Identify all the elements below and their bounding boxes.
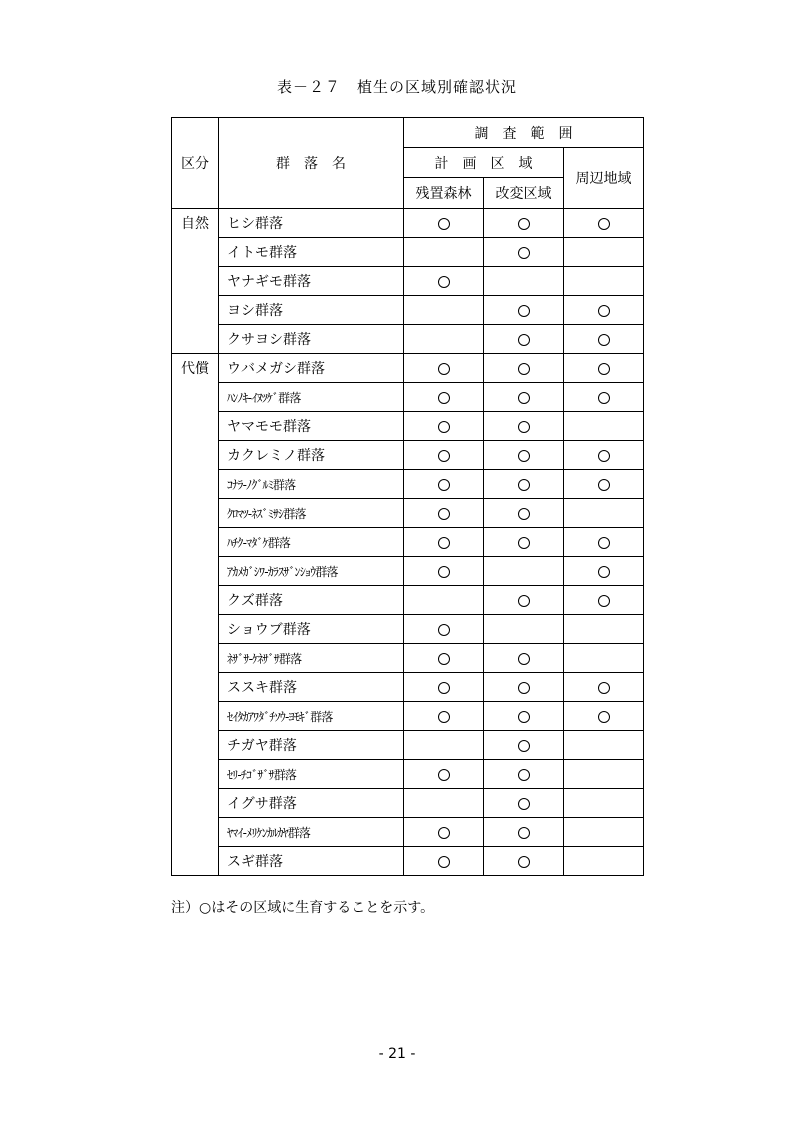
mark-cell-remaining-forest — [404, 209, 484, 238]
category-cell — [172, 267, 219, 296]
community-name: ｺﾅﾗ-ﾉｸﾞﾙﾐ群落 — [219, 470, 404, 499]
mark-cell-surrounding-area — [564, 818, 644, 847]
mark-cell-remaining-forest — [404, 267, 484, 296]
occurrence-circle-icon — [598, 595, 610, 607]
mark-cell-altered-area — [484, 789, 564, 818]
occurrence-circle-icon — [518, 827, 530, 839]
category-cell — [172, 499, 219, 528]
table-row — [172, 296, 644, 325]
occurrence-circle-icon — [518, 856, 530, 868]
table-title: 表－２７ 植生の区域別確認状況 — [276, 78, 517, 96]
mark-cell-remaining-forest — [404, 615, 484, 644]
community-name: ｱｶﾒｶﾞｼﾜ-ｶﾗｽｻﾞﾝｼｮｳ群落 — [219, 557, 404, 586]
occurrence-circle-icon — [438, 508, 450, 520]
header-community-name: 群 落 名 — [219, 118, 404, 209]
occurrence-circle-icon — [518, 508, 530, 520]
mark-cell-altered-area — [484, 267, 564, 296]
occurrence-circle-icon — [598, 450, 610, 462]
occurrence-circle-icon — [438, 537, 450, 549]
occurrence-circle-icon — [438, 276, 450, 288]
mark-cell-remaining-forest — [404, 847, 484, 876]
community-name: ﾔﾏｲ-ﾒﾘｹﾝｶﾙｶﾔ群落 — [219, 818, 404, 847]
mark-cell-remaining-forest — [404, 296, 484, 325]
mark-cell-surrounding-area — [564, 847, 644, 876]
mark-cell-altered-area — [484, 296, 564, 325]
table-row — [172, 412, 644, 441]
category-cell — [172, 470, 219, 499]
occurrence-circle-icon — [598, 392, 610, 404]
mark-cell-surrounding-area — [564, 383, 644, 412]
category-cell — [172, 383, 219, 412]
community-name: ﾊﾁｸ-ﾏﾀﾞｹ群落 — [219, 528, 404, 557]
table-row — [172, 760, 644, 789]
table-row — [172, 615, 644, 644]
mark-cell-remaining-forest — [404, 731, 484, 760]
occurrence-circle-icon — [598, 305, 610, 317]
occurrence-circle-icon — [518, 682, 530, 694]
category-cell — [172, 731, 219, 760]
mark-cell-altered-area — [484, 441, 564, 470]
occurrence-circle-icon — [438, 711, 450, 723]
community-name: ｸﾛﾏﾂ-ﾈｽﾞﾐｻｼ群落 — [219, 499, 404, 528]
table-row — [172, 731, 644, 760]
mark-cell-remaining-forest — [404, 818, 484, 847]
mark-cell-remaining-forest — [404, 702, 484, 731]
occurrence-circle-icon — [518, 334, 530, 346]
table-row — [172, 818, 644, 847]
occurrence-circle-icon — [518, 711, 530, 723]
category-cell — [172, 818, 219, 847]
header-altered-area: 改変区域 — [484, 178, 564, 209]
occurrence-circle-icon — [438, 827, 450, 839]
table-row — [172, 383, 644, 412]
occurrence-circle-icon — [518, 537, 530, 549]
mark-cell-altered-area — [484, 499, 564, 528]
category-cell — [172, 615, 219, 644]
community-name: ヤマモモ群落 — [219, 412, 404, 441]
community-name: ｾｲﾀｶｱﾜﾀﾞﾁｿｳ-ﾖﾓｷﾞ群落 — [219, 702, 404, 731]
mark-cell-remaining-forest — [404, 760, 484, 789]
mark-cell-surrounding-area — [564, 586, 644, 615]
table-row — [172, 441, 644, 470]
community-name: カクレミノ群落 — [219, 441, 404, 470]
mark-cell-remaining-forest — [404, 325, 484, 354]
mark-cell-remaining-forest — [404, 586, 484, 615]
mark-cell-remaining-forest — [404, 528, 484, 557]
table-row — [172, 267, 644, 296]
mark-cell-surrounding-area — [564, 209, 644, 238]
category-cell — [172, 789, 219, 818]
mark-cell-remaining-forest — [404, 412, 484, 441]
mark-cell-surrounding-area — [564, 615, 644, 644]
category-cell — [172, 441, 219, 470]
vegetation-table — [171, 117, 644, 876]
page-number: - 21 - — [378, 1046, 416, 1062]
occurrence-circle-icon — [438, 450, 450, 462]
table-row — [172, 586, 644, 615]
mark-cell-altered-area — [484, 615, 564, 644]
occurrence-circle-icon — [438, 769, 450, 781]
mark-cell-altered-area — [484, 644, 564, 673]
category-cell: 自然 — [172, 209, 219, 238]
occurrence-circle-icon — [518, 740, 530, 752]
category-cell — [172, 644, 219, 673]
occurrence-circle-icon — [438, 566, 450, 578]
category-cell — [172, 412, 219, 441]
table-row — [172, 702, 644, 731]
community-name: クズ群落 — [219, 586, 404, 615]
mark-cell-surrounding-area — [564, 470, 644, 499]
category-cell — [172, 847, 219, 876]
table-row — [172, 644, 644, 673]
mark-cell-surrounding-area — [564, 702, 644, 731]
table-row — [172, 238, 644, 267]
occurrence-circle-icon — [438, 392, 450, 404]
community-name: ススキ群落 — [219, 673, 404, 702]
mark-cell-altered-area — [484, 760, 564, 789]
occurrence-circle-icon — [598, 363, 610, 375]
mark-cell-surrounding-area — [564, 325, 644, 354]
mark-cell-altered-area — [484, 209, 564, 238]
occurrence-circle-icon — [438, 421, 450, 433]
occurrence-circle-icon — [518, 653, 530, 665]
mark-cell-surrounding-area — [564, 441, 644, 470]
table-row — [172, 789, 644, 818]
category-cell — [172, 702, 219, 731]
category-cell — [172, 760, 219, 789]
category-cell: 代償 — [172, 354, 219, 383]
mark-cell-remaining-forest — [404, 499, 484, 528]
mark-cell-surrounding-area — [564, 238, 644, 267]
mark-cell-surrounding-area — [564, 296, 644, 325]
mark-cell-remaining-forest — [404, 354, 484, 383]
mark-cell-altered-area — [484, 847, 564, 876]
occurrence-circle-icon — [518, 247, 530, 259]
table-row — [172, 528, 644, 557]
category-cell — [172, 528, 219, 557]
table-row — [172, 470, 644, 499]
occurrence-circle-icon — [518, 769, 530, 781]
header-surrounding-area: 周辺地域 — [564, 148, 644, 209]
category-cell — [172, 238, 219, 267]
community-name: ヨシ群落 — [219, 296, 404, 325]
mark-cell-altered-area — [484, 586, 564, 615]
community-name: ウバメガシ群落 — [219, 354, 404, 383]
occurrence-circle-icon — [518, 595, 530, 607]
occurrence-circle-icon — [598, 537, 610, 549]
mark-cell-altered-area — [484, 238, 564, 267]
occurrence-circle-icon — [598, 566, 610, 578]
community-name: ヒシ群落 — [219, 209, 404, 238]
table-row — [172, 354, 644, 383]
mark-cell-remaining-forest — [404, 238, 484, 267]
mark-cell-altered-area — [484, 731, 564, 760]
header-plan-area: 計 画 区 域 — [404, 148, 564, 178]
header-survey-range: 調 査 範 囲 — [404, 118, 644, 148]
occurrence-circle-icon — [438, 624, 450, 636]
mark-cell-altered-area — [484, 673, 564, 702]
occurrence-circle-icon — [518, 798, 530, 810]
header-remaining-forest: 残置森林 — [404, 178, 484, 209]
table-row — [172, 209, 644, 238]
mark-cell-remaining-forest — [404, 470, 484, 499]
mark-cell-altered-area — [484, 818, 564, 847]
occurrence-circle-icon — [518, 218, 530, 230]
mark-cell-altered-area — [484, 528, 564, 557]
occurrence-circle-icon — [598, 479, 610, 491]
mark-cell-remaining-forest — [404, 644, 484, 673]
community-name: イグサ群落 — [219, 789, 404, 818]
community-name: スギ群落 — [219, 847, 404, 876]
community-name: イトモ群落 — [219, 238, 404, 267]
category-cell — [172, 557, 219, 586]
mark-cell-surrounding-area — [564, 412, 644, 441]
table-note: 注）○はその区域に生育することを示す。 — [171, 900, 435, 916]
header-category: 区分 — [172, 118, 219, 209]
occurrence-circle-icon — [518, 392, 530, 404]
mark-cell-surrounding-area — [564, 760, 644, 789]
mark-cell-surrounding-area — [564, 557, 644, 586]
mark-cell-remaining-forest — [404, 673, 484, 702]
occurrence-circle-icon — [438, 363, 450, 375]
mark-cell-remaining-forest — [404, 441, 484, 470]
mark-cell-surrounding-area — [564, 673, 644, 702]
occurrence-circle-icon — [518, 450, 530, 462]
table-body — [172, 209, 644, 876]
community-name: ショウブ群落 — [219, 615, 404, 644]
occurrence-circle-icon — [518, 421, 530, 433]
occurrence-circle-icon — [438, 653, 450, 665]
table-row — [172, 847, 644, 876]
occurrence-circle-icon — [598, 682, 610, 694]
community-name: ﾊﾝﾉｷ-ｲﾇﾂｹﾞ群落 — [219, 383, 404, 412]
mark-cell-remaining-forest — [404, 383, 484, 412]
occurrence-circle-icon — [438, 682, 450, 694]
occurrence-circle-icon — [518, 305, 530, 317]
mark-cell-altered-area — [484, 412, 564, 441]
mark-cell-surrounding-area — [564, 528, 644, 557]
mark-cell-surrounding-area — [564, 731, 644, 760]
table-row — [172, 499, 644, 528]
mark-cell-altered-area — [484, 470, 564, 499]
mark-cell-altered-area — [484, 702, 564, 731]
mark-cell-altered-area — [484, 383, 564, 412]
occurrence-circle-icon — [518, 363, 530, 375]
occurrence-circle-icon — [598, 334, 610, 346]
mark-cell-surrounding-area — [564, 499, 644, 528]
mark-cell-altered-area — [484, 325, 564, 354]
table-row — [172, 325, 644, 354]
occurrence-circle-icon — [518, 479, 530, 491]
mark-cell-remaining-forest — [404, 789, 484, 818]
occurrence-circle-icon — [438, 479, 450, 491]
category-cell — [172, 586, 219, 615]
mark-cell-altered-area — [484, 557, 564, 586]
table-row — [172, 673, 644, 702]
table-row — [172, 557, 644, 586]
community-name: チガヤ群落 — [219, 731, 404, 760]
community-name: ﾈｻﾞｻ-ｹﾈｻﾞｻ群落 — [219, 644, 404, 673]
occurrence-circle-icon — [438, 218, 450, 230]
occurrence-circle-icon — [438, 856, 450, 868]
occurrence-circle-icon — [598, 711, 610, 723]
category-cell — [172, 296, 219, 325]
category-cell — [172, 673, 219, 702]
community-name: ヤナギモ群落 — [219, 267, 404, 296]
category-cell — [172, 325, 219, 354]
mark-cell-remaining-forest — [404, 557, 484, 586]
mark-cell-surrounding-area — [564, 789, 644, 818]
mark-cell-surrounding-area — [564, 267, 644, 296]
community-name: ｾﾘ-ﾁｺﾞｻﾞｻ群落 — [219, 760, 404, 789]
community-name: クサヨシ群落 — [219, 325, 404, 354]
occurrence-circle-icon — [598, 218, 610, 230]
mark-cell-surrounding-area — [564, 644, 644, 673]
mark-cell-surrounding-area — [564, 354, 644, 383]
mark-cell-altered-area — [484, 354, 564, 383]
